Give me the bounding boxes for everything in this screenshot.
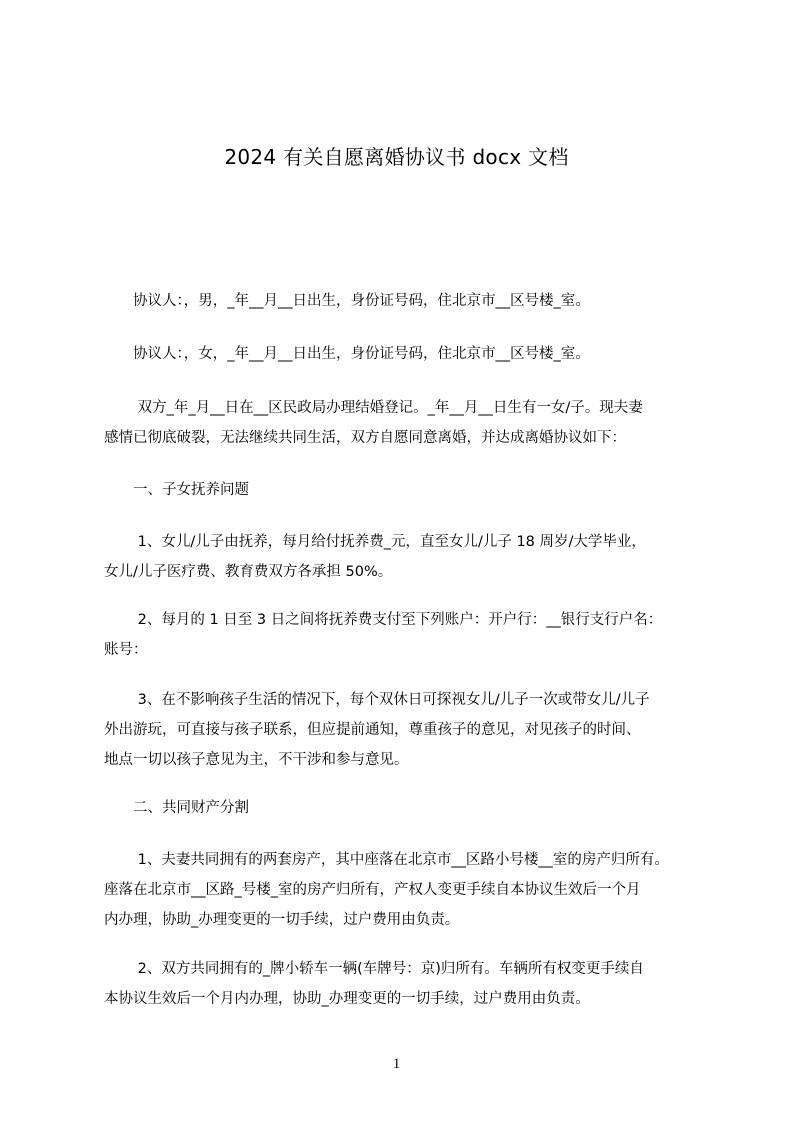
document-title: 2024 有关自愿离婚协议书 docx 文档 [224,145,569,169]
paragraph-section-2-item-1 [104,845,744,935]
paragraph-line: 内办理，协助_办理变更的一切手续，过户费用由负责。 [104,912,460,928]
paragraph-line: 外出游玩，可直接与孩子联系，但应提前通知，尊重孩子的意见，对见孩子的时间、 [104,722,641,738]
section-2-heading [104,793,744,823]
paragraph-section-2-item-2 [104,954,744,1014]
paragraph-line: 双方_年_月__日在__区民政局办理结婚登记。_年__月__日生有一女/子。现夫妻 [104,400,643,416]
paragraph-section-1-item-1 [104,527,744,587]
paragraph-party-1 [104,286,744,316]
paragraph-line: 1、女儿/儿子由抚养，每月给付抚养费_元，直至女儿/儿子 18 周岁/大学毕业， [104,534,646,550]
section-heading-text: 一、子女抚养问题 [104,482,249,498]
paragraph-line: 1、夫妻共同拥有的两套房产，其中座落在北京市__区路小号楼__室的房产归所有。 [104,852,669,868]
section-heading-text: 二、共同财产分割 [104,800,249,816]
paragraph-line: 协议人：，男，_年__月__日出生，身份证号码，住北京市__区号楼_室。 [104,293,590,309]
paragraph-line: 座落在北京市__区路_号楼_室的房产归所有，产权人变更手续自本协议生效后一个月 [104,882,641,898]
paragraph-section-1-item-3 [104,685,744,775]
paragraph-line: 3、在不影响孩子生活的情况下，每个双休日可探视女儿/儿子一次或带女儿/儿子 [104,692,650,708]
page-number: 1 [392,1056,401,1072]
paragraph-line: 地点一切以孩子意见为主，不干涉和参与意见。 [104,752,409,768]
paragraph-line: 2、双方共同拥有的_牌小轿车一辆(车牌号：京)归所有。车辆所有权变更手续自 [104,961,644,977]
paragraph-line: 女儿/儿子医疗费、教育费双方各承担 50%。 [104,564,393,580]
paragraph-line: 协议人：，女，_年__月__日出生，身份证号码，住北京市__区号楼_室。 [104,346,590,362]
paragraph-party-2 [104,339,744,369]
paragraph-line: 感情已彻底破裂，无法继续共同生活，双方自愿同意离婚，并达成离婚协议如下： [104,430,626,446]
paragraph-line: 2、每月的 1 日至 3 日之间将抚养费支付至下列账户：开户行：__银行支行户名： [104,612,663,628]
paragraph-intro [104,393,744,453]
paragraph-line: 账号： [104,642,148,658]
paragraph-line: 本协议生效后一个月内办理，协助_办理变更的一切手续，过户费用由负责。 [104,991,590,1007]
section-1-heading [104,475,744,505]
paragraph-section-1-item-2 [104,605,744,665]
